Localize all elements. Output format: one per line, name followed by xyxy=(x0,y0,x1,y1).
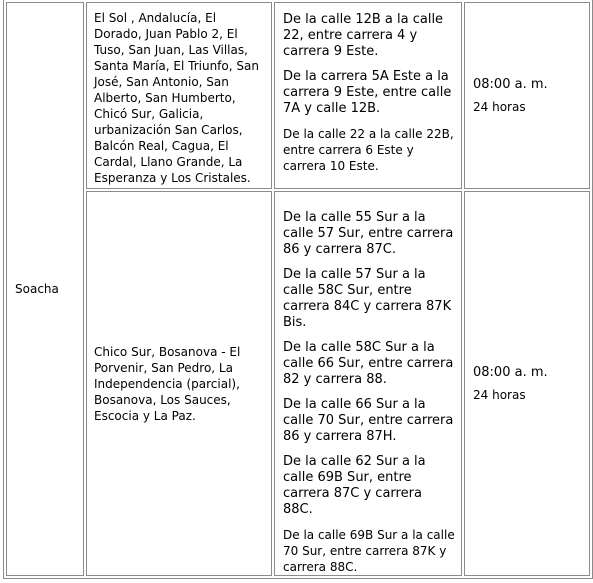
street-range: De la calle 62 Sur a la calle 69B Sur, entre carrera 87C y carrera 88C. xyxy=(283,454,426,517)
duration: 24 horas xyxy=(473,387,526,402)
table-row xyxy=(6,2,590,189)
street-range: De la calle 66 Sur a la calle 70 Sur, entre carrera 86 y carrera 87H. xyxy=(283,397,454,444)
neighborhoods-cell xyxy=(86,191,272,576)
start-time: 08:00 a. m. xyxy=(473,364,548,380)
neighborhoods-cell xyxy=(86,2,272,189)
schedule-table xyxy=(3,0,593,579)
street-range: De la calle 69B Sur a la calle 70 Sur, entre carrera 87K y carrera 88C. xyxy=(283,528,455,574)
street-range: De la calle 57 Sur a la calle 58C Sur, entre carrera 84C y carrera 87K Bis. xyxy=(283,267,452,330)
street-range: De la carrera 5A Este a la carrera 9 Este, entre calle 7A y calle 12B. xyxy=(283,69,452,116)
streets-cell xyxy=(274,191,462,576)
schedule-cell xyxy=(464,2,590,189)
street-range: De la calle 22 a la calle 22B, entre carrera 6 Este y carrera 10 Este. xyxy=(283,127,454,173)
streets-cell xyxy=(274,2,462,189)
schedule-cell xyxy=(464,191,590,576)
municipality-cell xyxy=(6,2,84,576)
neighborhoods-text: El Sol , Andalucía, El Dorado, Juan Pablo 2, El Tuso, San Juan, Las Villas, Santa María, El Triunfo, San José, San Antonio, San Alberto, San Humberto, Chicó Sur, Galicia, urbanización San Carlos, Balcón Real, Cagua, El Cardal, Llano Grande, La Esperanza y Los Cristales. xyxy=(94,11,259,185)
municipality-name: Soacha xyxy=(15,281,59,296)
start-time: 08:00 a. m. xyxy=(473,76,548,92)
street-range: De la calle 58C Sur a la calle 66 Sur, entre carrera 82 y carrera 88. xyxy=(283,340,454,387)
street-range: De la calle 12B a la calle 22, entre carrera 4 y carrera 9 Este. xyxy=(283,12,444,59)
street-range: De la calle 55 Sur a la calle 57 Sur, entre carrera 86 y carrera 87C. xyxy=(283,210,454,257)
table-row xyxy=(6,191,590,576)
duration: 24 horas xyxy=(473,99,526,114)
neighborhoods-text: Chico Sur, Bosanova - El Porvenir, San Pedro, La Independencia (parcial), Bosanova, Los Sauces, Escocia y La Paz. xyxy=(94,344,241,423)
